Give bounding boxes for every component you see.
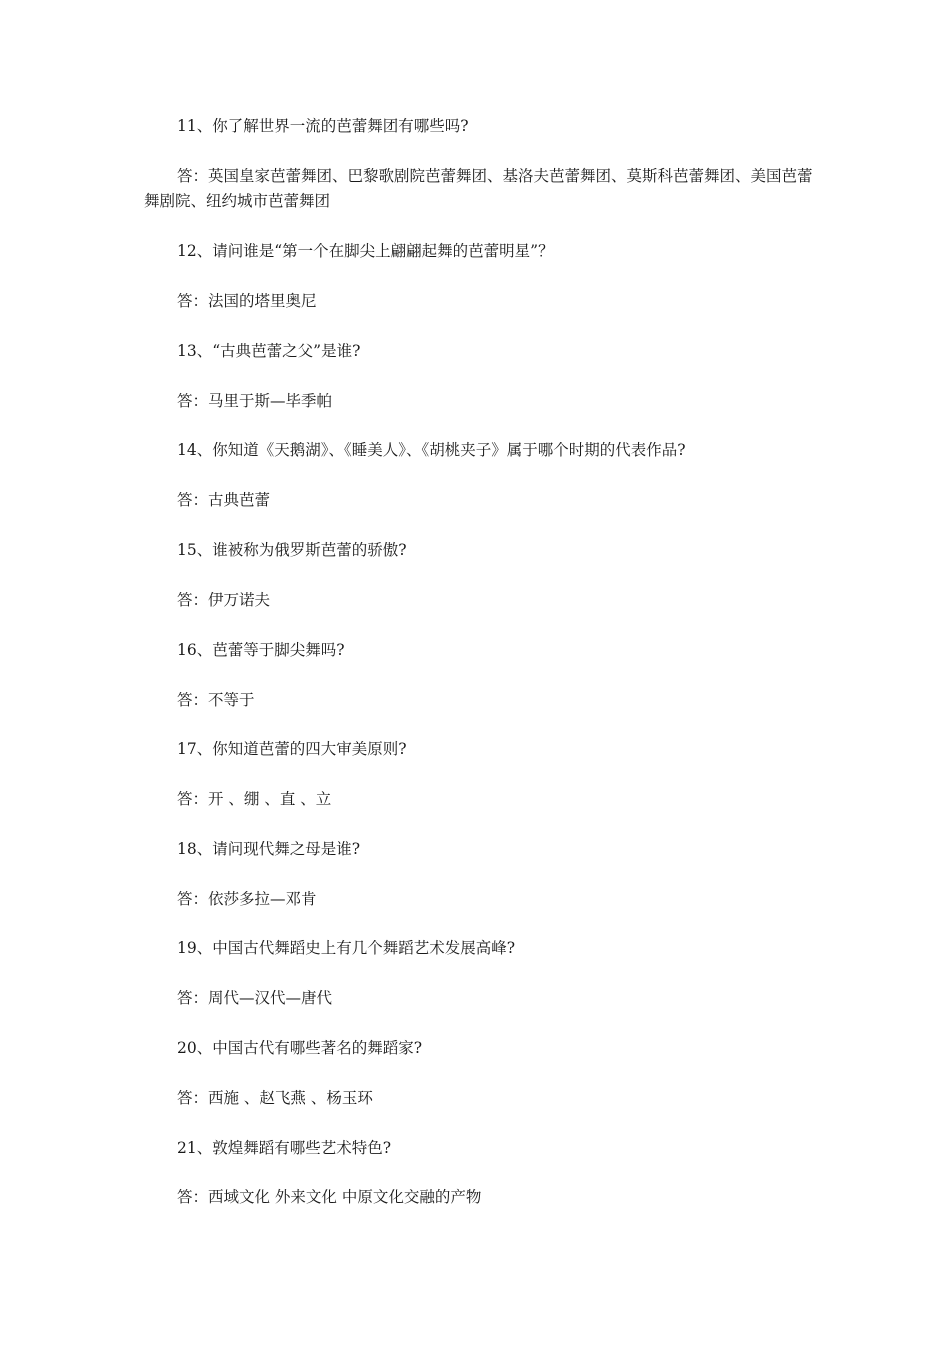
question-21: 21、敦煌舞蹈有哪些艺术特色? bbox=[177, 1139, 392, 1157]
question-17: 17、你知道芭蕾的四大审美原则? bbox=[177, 740, 407, 758]
answer-18: 答：依莎多拉—邓肯 bbox=[177, 890, 317, 908]
answer-13: 答：马里于斯—毕季帕 bbox=[177, 392, 333, 410]
question-14: 14、你知道《天鹅湖》、《睡美人》、《胡桃夹子》属于哪个时期的代表作品? bbox=[177, 441, 686, 459]
answer-17: 答：开 、绷 、直 、立 bbox=[177, 790, 332, 808]
answer-16: 答：不等于 bbox=[177, 691, 255, 709]
question-16: 16、芭蕾等于脚尖舞吗? bbox=[177, 641, 345, 659]
answer-14: 答：古典芭蕾 bbox=[177, 491, 271, 509]
question-11: 11、你了解世界一流的芭蕾舞团有哪些吗? bbox=[177, 117, 469, 135]
answer-11: 答：英国皇家芭蕾舞团、巴黎歌剧院芭蕾舞团、基洛夫芭蕾舞团、莫斯科芭蕾舞团、美国芭蕾舞剧院、纽约城市芭蕾舞团 bbox=[144, 167, 813, 210]
question-12: 12、请问谁是“第一个在脚尖上翩翩起舞的芭蕾明星”？ bbox=[177, 242, 554, 260]
question-18: 18、请问现代舞之母是谁? bbox=[177, 840, 361, 858]
answer-20: 答：西施 、赵飞燕 、杨玉环 bbox=[177, 1089, 373, 1107]
question-20: 20、中国古代有哪些著名的舞蹈家? bbox=[177, 1039, 423, 1057]
question-15: 15、谁被称为俄罗斯芭蕾的骄傲? bbox=[177, 541, 407, 559]
answer-12: 答：法国的塔里奥尼 bbox=[177, 292, 317, 310]
answer-19: 答：周代—汉代—唐代 bbox=[177, 989, 333, 1007]
question-13: 13、“古典芭蕾之父”是谁? bbox=[177, 342, 361, 360]
answer-15: 答：伊万诺夫 bbox=[177, 591, 271, 609]
question-19: 19、中国古代舞蹈史上有几个舞蹈艺术发展高峰? bbox=[177, 939, 516, 957]
answer-21: 答：西域文化 外来文化 中原文化交融的产物 bbox=[177, 1188, 482, 1206]
